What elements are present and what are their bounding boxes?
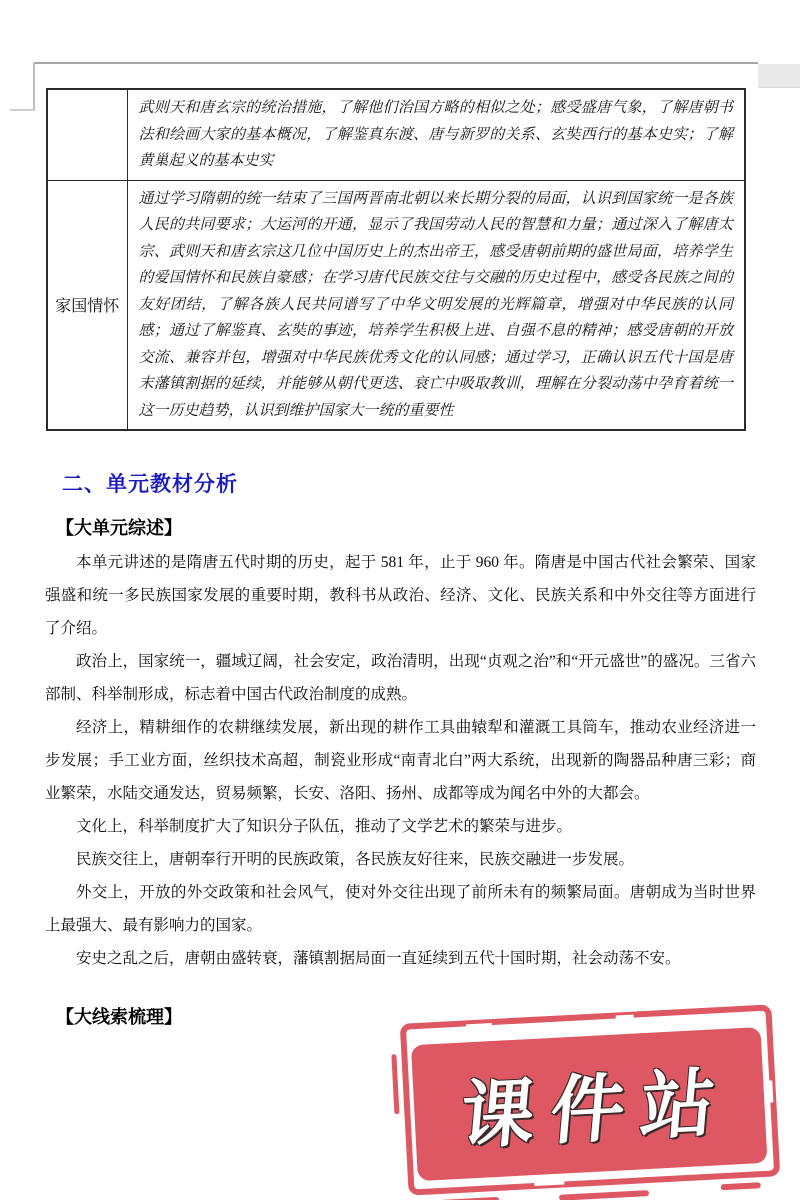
paragraph: 政治上，国家统一，疆域辽阔，社会安定，政治清明，出现“贞观之治”和“开元盛世”的盛况。三省六部制、科举制形成，标志着中国古代政治制度的成熟。: [45, 653, 756, 703]
core-competency-table: [46, 88, 746, 431]
page-edge-corner-block: [758, 64, 800, 88]
page-edge-left-line: [33, 62, 35, 111]
table-row: [47, 180, 745, 430]
stamp-text: 课件站: [457, 1060, 735, 1159]
page-edge-top-line: [33, 62, 758, 64]
table-content-cell: 武则天和唐玄宗的统治措施，了解他们治国方略的相似之处；感受盛唐气象，了解唐朝书法和绘画大家的基本概况，了解鉴真东渡、唐与新罗的关系、玄奘西行的基本史实；了解黄巢起义的基本史实: [127, 89, 745, 180]
watermark-stamp: [400, 1004, 780, 1195]
paragraph: 经济上，精耕细作的农耕继续发展，新出现的耕作工具曲辕犁和灌溉工具筒车，推动农业经济进一步发展；手工业方面，丝织技术高超，制瓷业形成“南青北白”两大系统，出现新的陶器品种唐三彩；商业繁荣，水陆交通发达，贸易频繁，长安、洛阳、扬州、成都等成为闻名中外的大都会。: [45, 719, 756, 802]
table-label-cell-empty: [47, 89, 127, 180]
stamp-texture: [559, 1190, 649, 1200]
paragraph: 本单元讲述的是隋唐五代时期的历史，起于 581 年，止于 960 年。隋唐是中国古代社会繁荣、国家强盛和统一多民族国家发展的重要时期，教科书从政治、经济、文化、民族关系和中外交往等方面进行了介绍。: [45, 554, 756, 637]
paragraph: 民族交往上，唐朝奉行开明的民族政策，各民族友好往来，民族交融进一步发展。: [76, 851, 635, 868]
table-row: [47, 89, 745, 180]
stamp-texture: [391, 1054, 399, 1114]
overview-body: [45, 546, 756, 975]
paragraph: 安史之乱之后，唐朝由盛转衰，藩镇割据局面一直延续到五代十国时期，社会动荡不安。: [76, 950, 681, 967]
paragraph: 外交上，开放的外交政策和社会风气，使对外交往出现了前所未有的频繁局面。唐朝成为当时世界上最强大、最有影响力的国家。: [45, 884, 756, 934]
stamp-texture: [466, 1023, 492, 1030]
stamp-fill: [411, 1027, 768, 1181]
overview-title: 【大单元综述】: [56, 518, 182, 538]
table-label-cell: 家国情怀: [47, 180, 127, 430]
table-content-cell: 通过学习隋朝的统一结束了三国两晋南北朝以来长期分裂的局面，认识到国家统一是各族人民的共同要求；大运河的开通，显示了我国劳动人民的智慧和力量；通过深入了解唐太宗、武则天和唐玄宗这几位中国历史上的杰出帝王，感受唐朝前期的盛世局面，培养学生的爱国情怀和民族自豪感；在学习唐代民族交往与交融的历史过程中，感受各民族之间的友好团结，了解各族人民共同谱写了中华文明发展的光辉篇章，增强对中华民族的认同感；通过了解鉴真、玄奘的事迹，培养学生积极上进、自强不息的精神；感受唐朝的开放交流、兼容并包，增强对中华民族优秀文化的认同感；通过学习，正确认识五代十国是唐末藩镇割据的延续，并能够从朝代更迭、衰亡中吸取教训，理解在分裂动荡中孕育着统一这一历史趋势，认识到维护国家大一统的重要性: [127, 180, 745, 430]
clue-title: 【大线索梳理】: [56, 1007, 182, 1027]
stamp-texture: [721, 1182, 761, 1190]
stamp-texture: [534, 1177, 564, 1186]
section-heading: 二、单元教材分析: [62, 473, 238, 496]
stamp-texture: [765, 1080, 773, 1102]
page-edge-step-line: [10, 109, 35, 111]
paragraph: 文化上，科举制度扩大了知识分子队伍，推动了文学艺术的繁荣与进步。: [76, 818, 573, 835]
stamp-texture: [616, 1015, 634, 1023]
